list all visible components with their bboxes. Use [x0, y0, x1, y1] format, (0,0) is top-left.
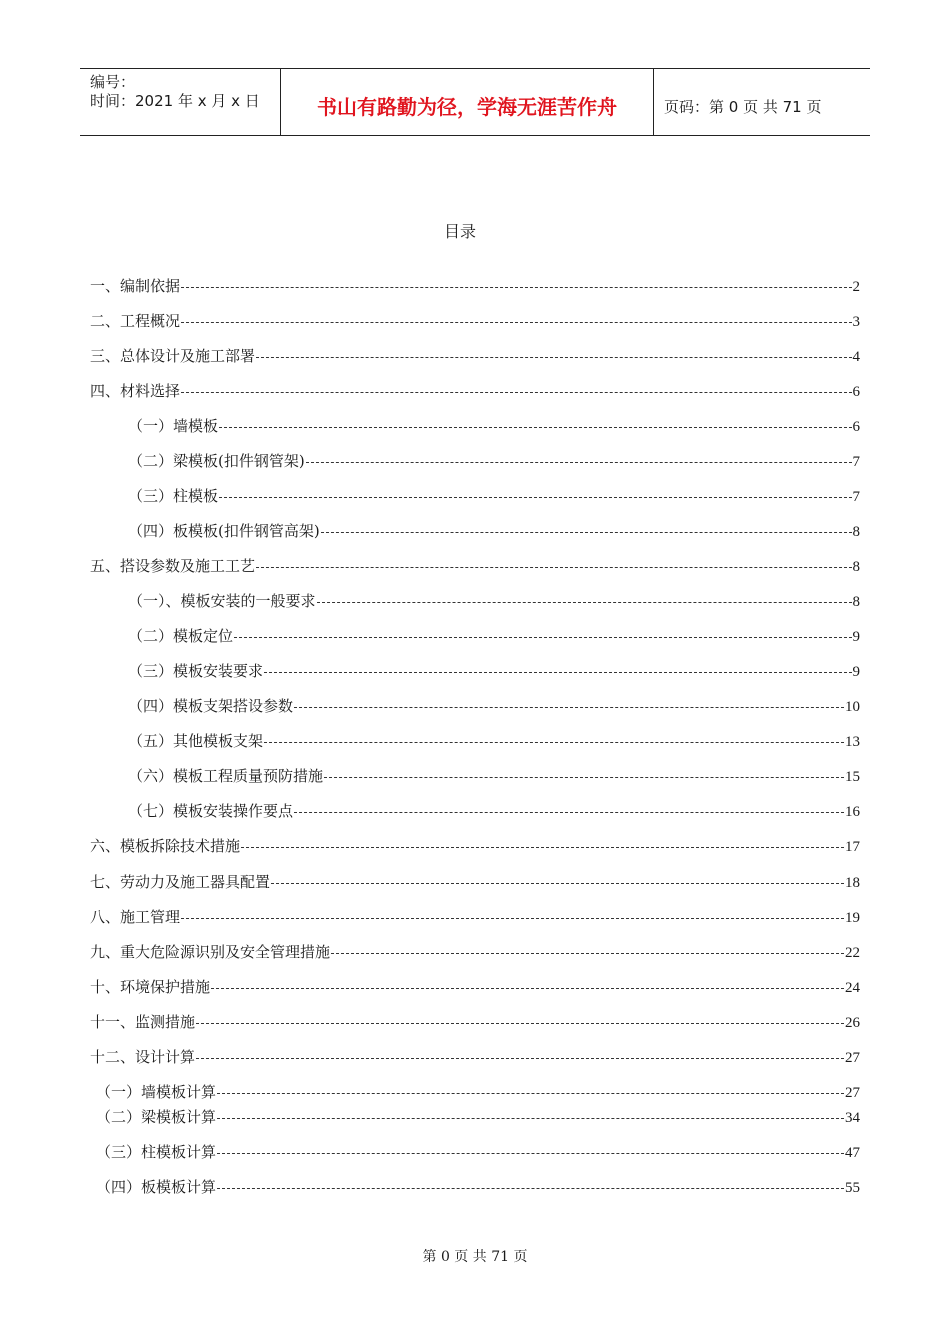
- toc-entry-label: 六、模板拆除技术措施: [90, 837, 241, 855]
- toc-entry-page: 6: [852, 384, 860, 400]
- toc-entry[interactable]: [90, 345, 860, 367]
- toc-entry-label: 一、编制依据: [90, 277, 181, 295]
- toc-entry-page: 27: [845, 1050, 860, 1066]
- toc-entry-label: 五、搭设参数及施工工艺: [90, 557, 256, 575]
- toc-entry[interactable]: [90, 275, 860, 297]
- toc-leader-dashes: [294, 707, 844, 708]
- toc-leader-dashes: [217, 1093, 844, 1094]
- toc-entry[interactable]: [128, 485, 860, 507]
- toc-leader-dashes: [306, 462, 852, 463]
- toc-entry-label: （一）、模板安装的一般要求: [128, 592, 316, 610]
- toc-entry[interactable]: [90, 380, 860, 402]
- toc-entry-page: 2: [852, 279, 860, 295]
- toc-entry-page: 16: [845, 804, 860, 820]
- toc-leader-dashes: [324, 777, 844, 778]
- header-motto: 书山有路勤为径，学海无涯苦作舟: [281, 69, 654, 135]
- toc-leader-dashes: [331, 953, 844, 954]
- toc-entry[interactable]: [128, 695, 860, 717]
- toc-leader-dashes: [317, 602, 852, 603]
- toc-entry[interactable]: [128, 730, 860, 752]
- toc-entry-page: 22: [845, 945, 860, 961]
- toc-leader-dashes: [234, 637, 851, 638]
- document-number-label: 编号：: [90, 73, 136, 91]
- toc-entry[interactable]: [90, 906, 860, 928]
- toc-entry[interactable]: [128, 800, 860, 822]
- toc-entry-label: （三）柱模板计算: [96, 1143, 217, 1161]
- toc-entry[interactable]: [128, 660, 860, 682]
- toc-entry-page: 34: [845, 1110, 860, 1126]
- toc-entry[interactable]: [96, 1106, 860, 1128]
- toc-entry[interactable]: [90, 1046, 860, 1068]
- toc-entry[interactable]: [128, 765, 860, 787]
- toc-entry-page: 17: [845, 839, 860, 855]
- toc-entry-page: 13: [845, 734, 860, 750]
- toc-leader-dashes: [321, 532, 852, 533]
- toc-entry-label: （四）板模板计算: [96, 1178, 217, 1196]
- toc-entry[interactable]: [128, 590, 860, 612]
- toc-entry-label: （二）模板定位: [128, 627, 234, 645]
- toc-entry[interactable]: [128, 450, 860, 472]
- document-time: 时间：2021 年 x 月 x 日: [90, 92, 260, 110]
- toc-entry[interactable]: [90, 976, 860, 998]
- toc-entry-page: 15: [845, 769, 860, 785]
- toc-leader-dashes: [181, 287, 851, 288]
- toc-entry[interactable]: [90, 555, 860, 577]
- toc-leader-dashes: [181, 322, 851, 323]
- toc-entry-label: （二）梁模板(扣件钢管架): [128, 452, 305, 470]
- toc-entry-page: 9: [852, 629, 860, 645]
- toc-entry-page: 10: [845, 699, 860, 715]
- header-page-info: 页码：第 0 页 共 71 页: [664, 97, 822, 116]
- page-footer: 第 0 页 共 71 页: [422, 1249, 528, 1265]
- toc-leader-dashes: [264, 672, 851, 673]
- toc-entry-label: （三）模板安装要求: [128, 662, 264, 680]
- toc-leader-dashes: [241, 847, 844, 848]
- toc-entry-page: 24: [845, 980, 860, 996]
- toc-entry[interactable]: [96, 1176, 860, 1198]
- toc-title: 目录: [443, 222, 476, 241]
- toc-entry-label: 九、重大危险源识别及安全管理措施: [90, 943, 331, 961]
- toc-leader-dashes: [211, 988, 844, 989]
- toc-leader-dashes: [181, 918, 844, 919]
- toc-entry[interactable]: [128, 625, 860, 647]
- toc-entry-label: （五）其他模板支架: [128, 732, 264, 750]
- toc-entry-label: （一）墙模板: [128, 417, 219, 435]
- toc-entry-page: 8: [852, 524, 860, 540]
- toc-entry-label: 三、总体设计及施工部署: [90, 347, 256, 365]
- toc-entry-page: 9: [852, 664, 860, 680]
- toc-entry-label: 四、材料选择: [90, 382, 181, 400]
- toc-entry-label: 二、工程概况: [90, 312, 181, 330]
- toc-entry-label: 十一、监测措施: [90, 1013, 196, 1031]
- toc-entry-page: 6: [852, 419, 860, 435]
- toc-entry-label: 八、施工管理: [90, 908, 181, 926]
- toc-leader-dashes: [219, 427, 851, 428]
- toc-entry[interactable]: [128, 520, 860, 542]
- toc-leader-dashes: [217, 1153, 844, 1154]
- toc-entry[interactable]: [96, 1081, 860, 1103]
- toc-entry-page: 3: [852, 314, 860, 330]
- toc-entry-label: （二）梁模板计算: [96, 1108, 217, 1126]
- toc-entry-label: （七）模板安装操作要点: [128, 802, 294, 820]
- toc-entry-label: （三）柱模板: [128, 487, 219, 505]
- toc-leader-dashes: [196, 1058, 844, 1059]
- toc-entry-page: 19: [845, 910, 860, 926]
- toc-entry-page: 8: [852, 559, 860, 575]
- toc-entry-label: 十二、设计计算: [90, 1048, 196, 1066]
- toc-entry-label: 七、劳动力及施工器具配置: [90, 873, 271, 891]
- toc-entry[interactable]: [90, 941, 860, 963]
- toc-entry-page: 18: [845, 875, 860, 891]
- toc-entry[interactable]: [90, 310, 860, 332]
- toc-entry-label: （四）板模板(扣件钢管高架): [128, 522, 320, 540]
- toc-entry-page: 55: [845, 1180, 860, 1196]
- toc-entry-label: 十、环境保护措施: [90, 978, 211, 996]
- toc-leader-dashes: [271, 883, 844, 884]
- toc-entry-page: 27: [845, 1085, 860, 1101]
- toc-leader-dashes: [181, 392, 851, 393]
- toc-leader-dashes: [256, 357, 851, 358]
- toc-entry[interactable]: [96, 1141, 860, 1163]
- toc-leader-dashes: [217, 1118, 844, 1119]
- toc-entry-page: 26: [845, 1015, 860, 1031]
- toc-entry-page: 8: [852, 594, 860, 610]
- toc-entry-label: （六）模板工程质量预防措施: [128, 767, 324, 785]
- toc-entry[interactable]: [90, 835, 860, 857]
- toc-entry-page: 7: [852, 489, 860, 505]
- toc-entry-label: （一）墙模板计算: [96, 1083, 217, 1101]
- toc-leader-dashes: [219, 497, 851, 498]
- toc-entry-page: 7: [852, 454, 860, 470]
- toc-entry-label: （四）模板支架搭设参数: [128, 697, 294, 715]
- toc-leader-dashes: [256, 567, 851, 568]
- toc-entry[interactable]: [128, 415, 860, 437]
- toc-leader-dashes: [217, 1188, 844, 1189]
- toc-entry-page: 47: [845, 1145, 860, 1161]
- toc-entry[interactable]: [90, 871, 860, 893]
- toc-entry[interactable]: [90, 1011, 860, 1033]
- toc-leader-dashes: [264, 742, 844, 743]
- toc-entry-page: 4: [852, 349, 860, 365]
- toc-leader-dashes: [294, 812, 844, 813]
- toc-leader-dashes: [196, 1023, 844, 1024]
